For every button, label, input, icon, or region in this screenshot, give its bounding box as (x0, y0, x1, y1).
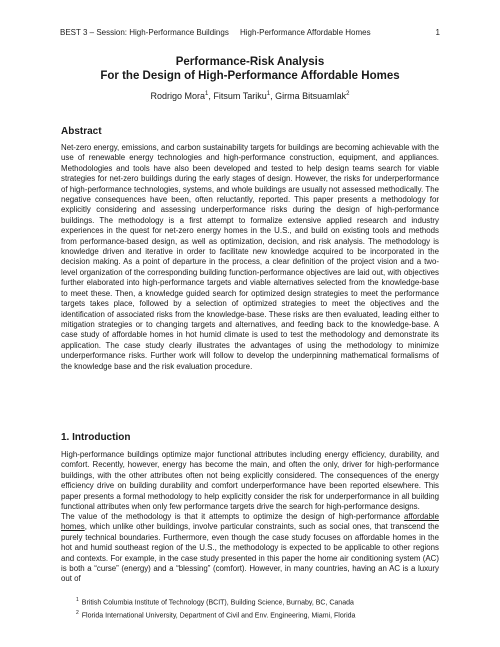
affordable-homes-link[interactable]: affordable homes (61, 512, 439, 532)
author-name: Rodrigo Mora (150, 91, 206, 101)
header-session: BEST 3 – Session: High-Performance Buildings (60, 28, 229, 37)
footnote-number: 2 (76, 610, 79, 617)
author-list: Rodrigo Mora$^1$, Fitsum Tariku$^1$, Girma Bitsuamlak$^2$ (150, 91, 350, 101)
footnotes (76, 595, 355, 622)
intro-p2-start: The value of the methodology is that it attempts to optimize the design of high-performance (61, 512, 405, 521)
footnote (76, 595, 355, 608)
author-affiliation-mark: 1 (266, 91, 271, 97)
page-number: 1 (435, 28, 440, 37)
intro-p2-rest: , which unlike other buildings, involve particular constraints, such as social ones, that transcend the purely technical boundaries. Furthermore, even though the case study focuses on affordable homes in the hot and humid southeast region of the U.S., the methodology is expected to be applicable to other regions and contexts. For example, in the case study presented in this paper the home air conditioning system (AC) is both a “curse” (energy) and a “blessing” (comfort). However, in many countries, having an AC is a luxury out of (61, 522, 439, 584)
author-name: Fitsum Tariku (213, 91, 267, 101)
footnote-text: Florida International University, Department of Civil and Env. Engineering, Miami, Florida (81, 612, 356, 620)
introduction-heading: 1. Introduction (61, 432, 131, 443)
author-affiliation-mark: 2 (346, 91, 350, 97)
intro-paragraph-2 (61, 512, 439, 585)
paper-title-line1: Performance-Risk Analysis (175, 56, 325, 68)
abstract-text: Net-zero energy, emissions, and carbon sustainability targets for buildings are becoming achievable with the use of renewable energy technologies and high-performance construction, equipment, and appliances. Methodologies and tools have also been developed and tested to help design teams search for viable strategies for net-zero buildings during the early stages of design. However, the risks for underperformance of high-performance technologies, systems, and whole buildings are usually not assessed methodically. The negative consequences have been, often reluctantly, reported. This paper presents a methodology for explicitly considering and assessing underperformance risks during the design of high-performance buildings. The methodology is a first attempt to formalize extensive applied research and industry experiences in the quest for net-zero energy homes in the U.S., and build on existing tools and methods from performance-based design, as well as optimization, decision, and risk analysis. The methodology is knowledge driven and iterative in order to facilitate new knowledge acquired to be incorporated in the decision making. As a point of departure in the process, a clear definition of the project vision and a two-level organization of the corresponding building function-performance objectives are laid out, with objectives further elaborated into high-performance targets and viable alternatives selected from the knowledge-base to meet these. Then, a knowledge guided search for optimized design strategies to meet the performance targets takes place, followed by a selection of optimized strategies to meet the objectives and the identification of associated risks from the knowledge-base. These risks are then evaluated, leading either to mitigation strategies or to changing targets and alternatives, and feeding back to the knowledge-base. A case study of affordable homes in hot humid climate is used to test the methodology and demonstrate its application. The case study clearly illustrates the advantages of using the methodology to minimize underperformance risks. Further work will follow to develop the underpinning mathematical formalisms of the knowledge base and the risk evaluation procedure. (61, 143, 439, 371)
author-affiliation-mark: 1 (205, 91, 209, 97)
running-header (60, 28, 440, 40)
paper-title-line2: For the Design of High-Performance Affordable Homes (100, 70, 400, 82)
author-name: Girma Bitsuamlak (275, 91, 347, 101)
footnote (76, 608, 355, 621)
title-block (40, 55, 460, 101)
intro-paragraph-1: High-performance buildings optimize major functional attributes including energy efficiency, durability, and comfort. Recently, however, energy has become the main, and often the only, driver for high-performance buildings, with the other attributes often not being explicitly considered. The consequences of the energy efficiency drive on building durability and comfort underperformance have been reported elsewhere. This paper presents a formal methodology to help explicitly consider the risk for underperformance in all building functional attributes when only few performance targets drive the search for high-performance designs. (61, 450, 439, 512)
footnote-number: 1 (76, 597, 79, 603)
footnote-text: British Columbia Institute of Technology (BCIT), Building Science, Burnaby, BC, Canada (81, 599, 354, 607)
abstract-heading: Abstract (61, 126, 102, 137)
header-topic: High-Performance Affordable Homes (240, 28, 371, 37)
